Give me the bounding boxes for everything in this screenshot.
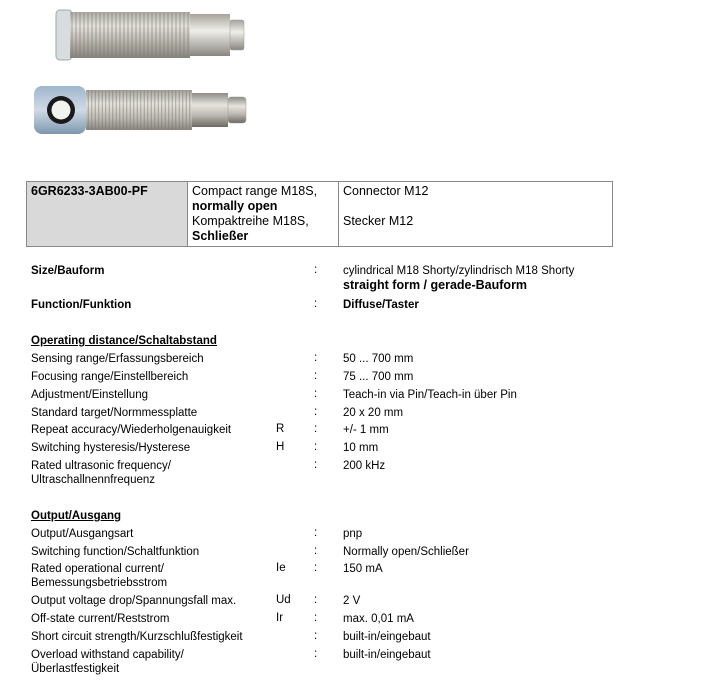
- spec-symbol-repeat-accuracy: R: [276, 423, 285, 435]
- description-de-line1: Kompaktreihe M18S,: [192, 214, 309, 228]
- spec-label-short-circuit: Short circuit strength/Kurzschlußfestigkeit: [31, 631, 243, 643]
- sensor-product-image-bottom: [34, 86, 252, 136]
- spec-value-output-type: pnp: [343, 528, 363, 540]
- spec-symbol-hysteresis: H: [276, 441, 285, 453]
- spec-label-hysteresis: Switching hysteresis/Hysterese: [31, 442, 191, 454]
- spec-label-output-type: Output/Ausgangsart: [31, 528, 134, 540]
- spec-value-standard-target: 20 x 20 mm: [343, 407, 404, 419]
- spec-colon: :: [314, 441, 318, 453]
- spec-colon: :: [314, 648, 318, 660]
- spec-colon: :: [314, 264, 318, 276]
- connector-en: Connector M12: [343, 184, 429, 198]
- spec-value-hysteresis: 10 mm: [343, 442, 379, 454]
- spec-colon: :: [314, 562, 318, 574]
- spec-value-size-form: straight form / gerade-Bauform: [343, 278, 528, 292]
- spec-value-size: cylindrical M18 Shorty/zylindrisch M18 Shorty: [343, 265, 575, 277]
- spec-colon: :: [314, 612, 318, 624]
- spec-label-ultrasonic-frequency: Rated ultrasonic frequency/: [31, 460, 171, 472]
- spec-colon: :: [314, 352, 318, 364]
- sensor-product-image-top: [50, 4, 250, 66]
- spec-colon: :: [314, 594, 318, 606]
- spec-colon: :: [314, 370, 318, 382]
- spec-colon: :: [314, 388, 318, 400]
- spec-value-off-state-current: max. 0,01 mA: [343, 613, 414, 625]
- section-heading-output: Output/Ausgang: [31, 510, 122, 522]
- spec-label-overload-de: Überlastfestigkeit: [31, 663, 120, 675]
- spec-label-switching-function: Switching function/Schaltfunktion: [31, 546, 200, 558]
- spec-label-function: Function/Funktion: [31, 299, 132, 311]
- spec-label-sensing-range: Sensing range/Erfassungsbereich: [31, 353, 204, 365]
- spec-symbol-rated-current: Ie: [276, 562, 286, 574]
- product-header-table: [26, 181, 613, 247]
- spec-value-repeat-accuracy: +/- 1 mm: [343, 424, 389, 436]
- spec-value-sensing-range: 50 ... 700 mm: [343, 353, 414, 365]
- description-de-line2: Schließer: [192, 229, 249, 243]
- connector-cell: [339, 182, 613, 247]
- section-heading-operating-distance: Operating distance/Schaltabstand: [31, 335, 217, 347]
- spec-value-short-circuit: built-in/eingebaut: [343, 631, 431, 643]
- spec-value-voltage-drop: 2 V: [343, 595, 361, 607]
- spec-symbol-off-state-current: Ir: [276, 612, 284, 624]
- spec-label-ultrasonic-frequency-de: Ultraschallnennfrequenz: [31, 474, 156, 486]
- spec-value-focusing-range: 75 ... 700 mm: [343, 371, 414, 383]
- spec-label-voltage-drop: Output voltage drop/Spannungsfall max.: [31, 595, 237, 607]
- description-en-line1: Compact range M18S,: [192, 184, 318, 198]
- spec-label-size: Size/Bauform: [31, 265, 105, 277]
- spec-label-focusing-range: Focusing range/Einstellbereich: [31, 371, 189, 383]
- spec-colon: :: [314, 545, 318, 557]
- connector-de: Stecker M12: [343, 214, 414, 228]
- spec-value-overload: built-in/eingebaut: [343, 649, 431, 661]
- spec-value-function: Diffuse/Taster: [343, 299, 419, 311]
- spec-colon: :: [314, 423, 318, 435]
- spec-value-switching-function: Normally open/Schließer: [343, 546, 469, 558]
- spec-colon: :: [314, 406, 318, 418]
- spec-label-standard-target: Standard target/Normmessplatte: [31, 407, 198, 419]
- spec-symbol-voltage-drop: Ud: [276, 594, 291, 606]
- spec-value-ultrasonic-frequency: 200 kHz: [343, 460, 386, 472]
- article-number-cell: [27, 182, 188, 247]
- spec-label-rated-current: Rated operational current/: [31, 563, 164, 575]
- spec-colon: :: [314, 459, 318, 471]
- spec-colon: :: [314, 298, 318, 310]
- spec-label-rated-current-de: Bemessungsbetriebsstrom: [31, 577, 168, 589]
- product-description-cell: [188, 182, 339, 247]
- spec-label-repeat-accuracy: Repeat accuracy/Wiederholgenauigkeit: [31, 424, 232, 436]
- spec-label-overload: Overload withstand capability/: [31, 649, 184, 661]
- spec-label-off-state-current: Off-state current/Reststrom: [31, 613, 170, 625]
- spec-colon: :: [314, 527, 318, 539]
- spec-colon: :: [314, 630, 318, 642]
- spec-value-adjustment: Teach-in via Pin/Teach-in über Pin: [343, 389, 517, 401]
- description-en-line2: normally open: [192, 199, 278, 213]
- spec-label-adjustment: Adjustment/Einstellung: [31, 389, 148, 401]
- article-number: 6GR6233-3AB00-PF: [31, 184, 148, 198]
- spec-value-rated-current: 150 mA: [343, 563, 383, 575]
